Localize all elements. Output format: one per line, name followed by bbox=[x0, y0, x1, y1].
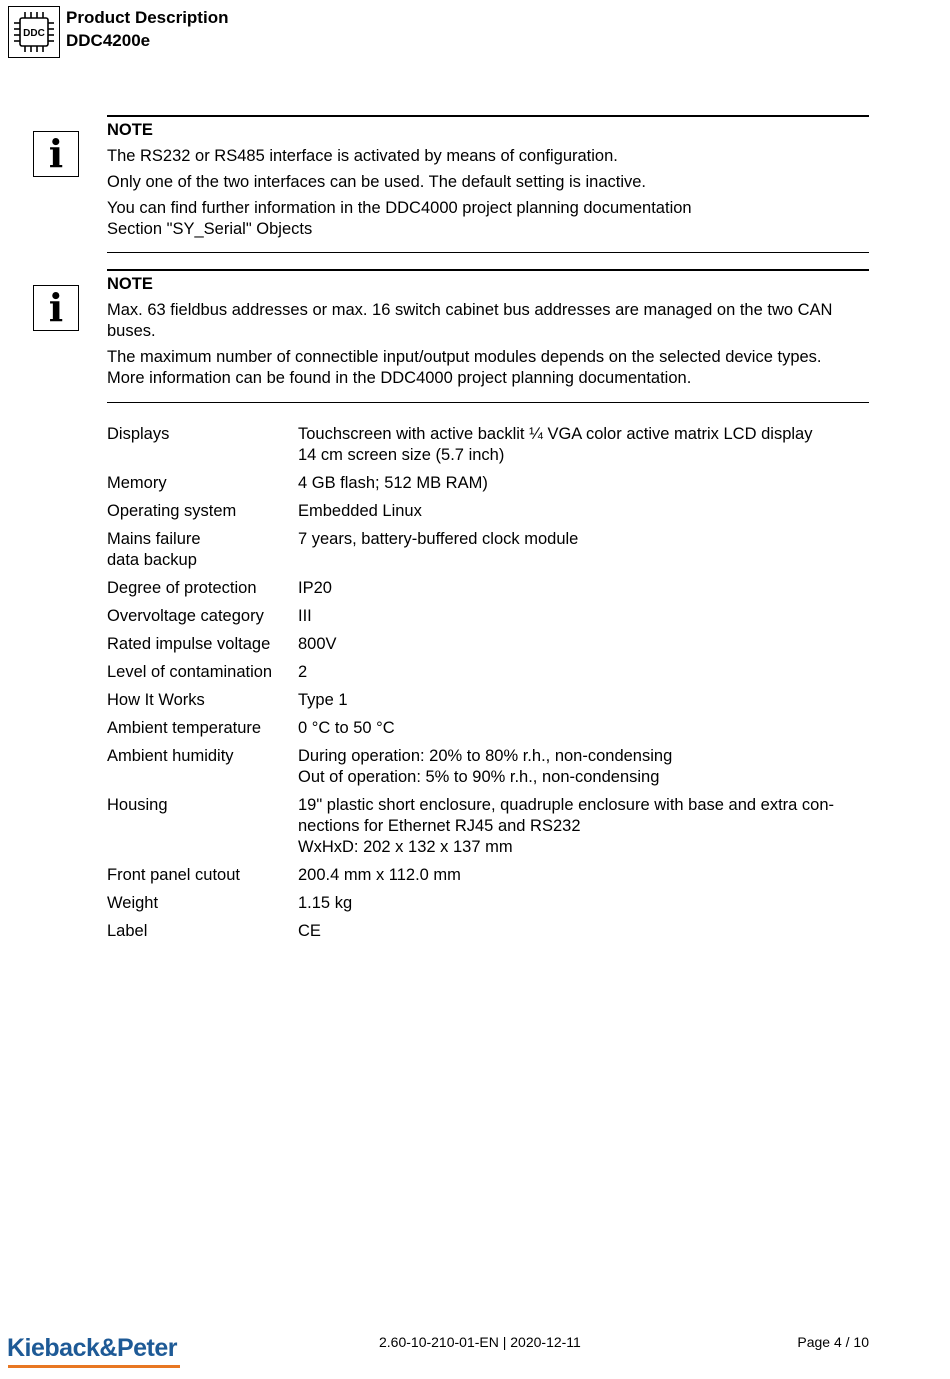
spec-label: Housing bbox=[107, 796, 168, 814]
note-rule-bottom bbox=[107, 252, 869, 253]
product-name: DDC4200e bbox=[66, 31, 151, 50]
spec-value bbox=[298, 424, 869, 473]
spec-value bbox=[298, 634, 869, 662]
spec-value-line: During operation: 20% to 80% r.h., non-condensing bbox=[298, 747, 673, 765]
spec-label: Overvoltage category bbox=[107, 607, 264, 625]
spec-value-line: Touchscreen with active backlit ¼ VGA color active matrix LCD display bbox=[298, 425, 813, 443]
note-box-bus bbox=[33, 269, 869, 407]
note-rule-bottom bbox=[107, 402, 869, 403]
spec-row bbox=[107, 718, 869, 746]
note-paragraph: You can find further information in the DDC4000 project planning documentation bbox=[107, 199, 692, 217]
spec-row bbox=[107, 634, 869, 662]
note-paragraph: Only one of the two interfaces can be used. The default setting is inactive. bbox=[107, 173, 647, 191]
spec-value-line: III bbox=[298, 607, 312, 625]
spec-row bbox=[107, 424, 869, 473]
spec-label: Rated impulse voltage bbox=[107, 635, 271, 653]
spec-row bbox=[107, 501, 869, 529]
spec-value bbox=[298, 690, 869, 718]
spec-row bbox=[107, 865, 869, 893]
spec-label-line: data backup bbox=[107, 551, 197, 569]
spec-row bbox=[107, 473, 869, 501]
note-box-serial bbox=[33, 115, 869, 255]
spec-value-line: nections for Ethernet RJ45 and RS232 bbox=[298, 817, 581, 835]
spec-value bbox=[298, 893, 869, 921]
spec-value bbox=[298, 473, 869, 501]
note-paragraph: Max. 63 fieldbus addresses or max. 16 switch cabinet bus addresses are managed on the two CAN buses. bbox=[107, 301, 833, 340]
spec-value bbox=[298, 578, 869, 606]
spec-label bbox=[107, 529, 298, 578]
chip-logo-text: DDC bbox=[23, 28, 45, 39]
spec-label: Front panel cutout bbox=[107, 866, 240, 884]
spec-label: Label bbox=[107, 922, 148, 940]
spec-value-line: 7 years, battery-buffered clock module bbox=[298, 530, 579, 548]
spec-label: Memory bbox=[107, 474, 167, 492]
note-paragraph: Section "SY_Serial" Objects bbox=[107, 220, 313, 238]
spec-value bbox=[298, 795, 869, 865]
spec-value-line: 800V bbox=[298, 635, 337, 653]
spec-row bbox=[107, 578, 869, 606]
spec-row bbox=[107, 921, 869, 949]
note-paragraph: More information can be found in the DDC4000 project planning documentation. bbox=[107, 369, 692, 387]
spec-row bbox=[107, 606, 869, 634]
spec-value bbox=[298, 718, 869, 746]
note-rule-top bbox=[107, 269, 869, 271]
note-paragraph: The maximum number of connectible input/output modules depends on the selected device types. bbox=[107, 348, 822, 366]
note-paragraph: The RS232 or RS485 interface is activated by means of configuration. bbox=[107, 147, 618, 165]
spec-label: Level of contamination bbox=[107, 663, 273, 681]
spec-label: How It Works bbox=[107, 691, 205, 709]
spec-value-line: WxHxD: 202 x 132 x 137 mm bbox=[298, 838, 513, 856]
spec-row bbox=[107, 529, 869, 578]
page-header bbox=[8, 6, 608, 62]
spec-value bbox=[298, 746, 869, 795]
spec-value bbox=[298, 865, 869, 893]
spec-value bbox=[298, 606, 869, 634]
spec-label: Weight bbox=[107, 894, 159, 912]
spec-value-line: 14 cm screen size (5.7 inch) bbox=[298, 446, 505, 464]
spec-value-line: Type 1 bbox=[298, 691, 348, 709]
spec-value-line: 2 bbox=[298, 663, 308, 681]
spec-label: Displays bbox=[107, 425, 170, 443]
spec-label: Degree of protection bbox=[107, 579, 257, 597]
page-footer bbox=[0, 1330, 950, 1370]
spec-row bbox=[107, 746, 869, 795]
document-type: Product Description bbox=[66, 8, 229, 27]
info-icon: i bbox=[33, 285, 79, 331]
spec-value-line: IP20 bbox=[298, 579, 332, 597]
spec-value-line: 0 °C to 50 °C bbox=[298, 719, 395, 737]
spec-label: Ambient temperature bbox=[107, 719, 262, 737]
spec-row bbox=[107, 795, 869, 865]
spec-value-line: 200.4 mm x 112.0 mm bbox=[298, 866, 461, 884]
note-rule-top bbox=[107, 115, 869, 117]
spec-label-line: Mains failure bbox=[107, 530, 201, 548]
spec-row bbox=[107, 662, 869, 690]
info-icon: i bbox=[33, 131, 79, 177]
note-title: NOTE bbox=[107, 121, 153, 139]
spec-label: Ambient humidity bbox=[107, 747, 234, 765]
spec-value-line: Out of operation: 5% to 90% r.h., non-condensing bbox=[298, 768, 660, 786]
spec-value bbox=[298, 662, 869, 690]
spec-value-line: CE bbox=[298, 922, 321, 940]
spec-row bbox=[107, 690, 869, 718]
brand-underline bbox=[8, 1365, 180, 1368]
brand-logo: Kieback&Peter bbox=[7, 1334, 177, 1362]
spec-value-line: 1.15 kg bbox=[298, 894, 353, 912]
spec-value bbox=[298, 529, 869, 578]
spec-value-line: Embedded Linux bbox=[298, 502, 422, 520]
spec-value-line: 19" plastic short enclosure, quadruple enclosure with base and extra con- bbox=[298, 796, 835, 814]
spec-label: Operating system bbox=[107, 502, 237, 520]
spec-value bbox=[298, 921, 869, 949]
page-number: Page 4 / 10 bbox=[797, 1334, 869, 1350]
spec-row bbox=[107, 893, 869, 921]
spec-value-line: 4 GB flash; 512 MB RAM) bbox=[298, 474, 488, 492]
specifications-table bbox=[107, 424, 869, 949]
spec-value bbox=[298, 501, 869, 529]
chip-logo-icon bbox=[8, 6, 60, 58]
document-number: 2.60-10-210-01-EN | 2020-12-11 bbox=[379, 1334, 581, 1350]
note-title: NOTE bbox=[107, 275, 153, 293]
